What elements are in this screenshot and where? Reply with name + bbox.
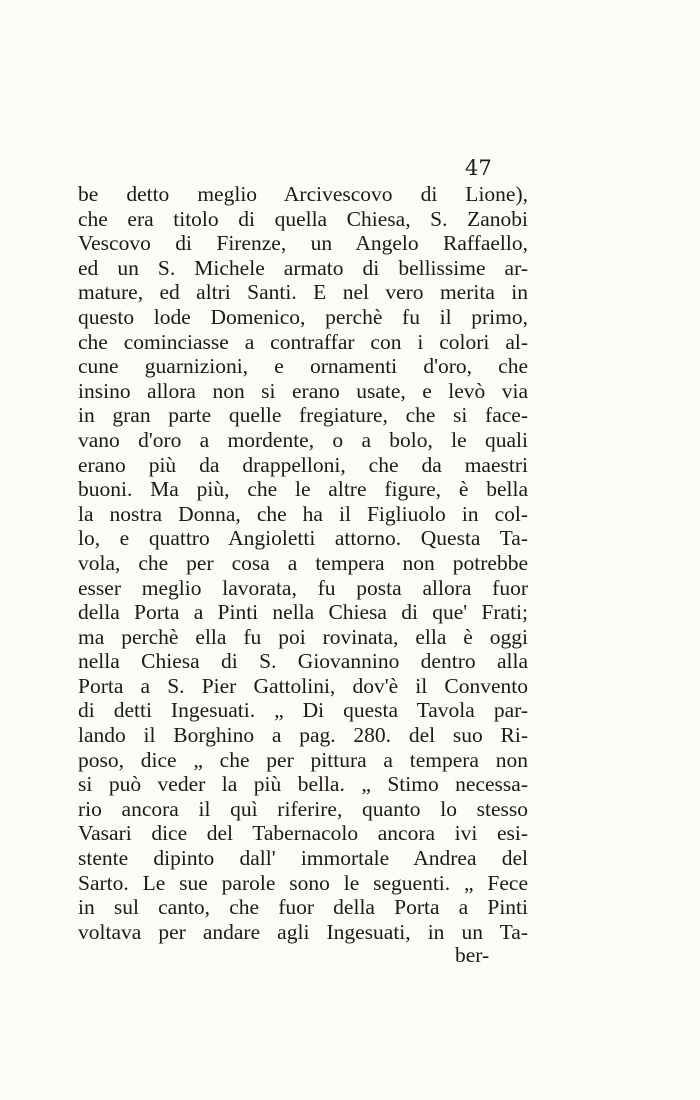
text-line: vola, che per cosa a tempera non potrebbe	[78, 550, 528, 575]
text-line: in gran parte quelle fregiature, che si face-	[78, 403, 528, 428]
text-line: che era titolo di quella Chiesa, S. Zanobi	[78, 206, 528, 231]
text-line: esser meglio lavorata, fu posta allora fuor	[78, 575, 528, 600]
text-line: Vescovo di Firenze, un Angelo Raffaello,	[78, 231, 528, 256]
text-line: si può veder la più bella. „ Stimo necessa-	[78, 772, 528, 797]
text-line: Sarto. Le sue parole sono le seguenti. „ Fece	[78, 870, 528, 895]
text-line: lo, e quattro Angioletti attorno. Questa Ta-	[78, 526, 528, 551]
text-line: be detto meglio Arcivescovo di Lione),	[78, 182, 528, 206]
text-line: Porta a S. Pier Gattolini, dov'è il Convento	[78, 673, 528, 698]
text-line: della Porta a Pinti nella Chiesa di que' Frati;	[78, 600, 528, 625]
text-line: di detti Ingesuati. „ Di questa Tavola par-	[78, 698, 528, 723]
page-number: 47	[465, 156, 492, 180]
text-line: in sul canto, che fuor della Porta a Pinti	[78, 895, 528, 920]
text-line: ed un S. Michele armato di bellissime ar-	[78, 255, 528, 280]
text-line: nella Chiesa di S. Giovannino dentro alla	[78, 649, 528, 674]
text-line: insino allora non si erano usate, e levò via	[78, 378, 528, 403]
text-line: cune guarnizioni, e ornamenti d'oro, che	[78, 354, 528, 379]
text-line: rio ancora il quì riferire, quanto lo stesso	[78, 796, 528, 821]
text-line: ma perchè ella fu poi rovinata, ella è oggi	[78, 624, 528, 649]
text-line: poso, dice „ che per pittura a tempera non	[78, 747, 528, 772]
text-line: stente dipinto dall' immortale Andrea del	[78, 846, 528, 871]
text-line: vano d'oro a mordente, o a bolo, le quali	[78, 427, 528, 452]
text-line: mature, ed altri Santi. E nel vero merita in	[78, 280, 528, 305]
text-line: questo lode Domenico, perchè fu il primo,	[78, 304, 528, 329]
text-line: buoni. Ma più, che le altre figure, è bella	[78, 477, 528, 502]
body-text	[78, 182, 528, 944]
text-line: voltava per andare agli Ingesuati, in un Ta-	[78, 919, 528, 944]
text-line: Vasari dice del Tabernacolo ancora ivi esi-	[78, 821, 528, 846]
catchword: ber-	[455, 943, 490, 967]
text-line: che cominciasse a contraffar con i colori al-	[78, 329, 528, 354]
text-line: lando il Borghino a pag. 280. del suo Ri-	[78, 723, 528, 748]
text-line: la nostra Donna, che ha il Figliuolo in col-	[78, 501, 528, 526]
text-line: erano più da drappelloni, che da maestri	[78, 452, 528, 477]
